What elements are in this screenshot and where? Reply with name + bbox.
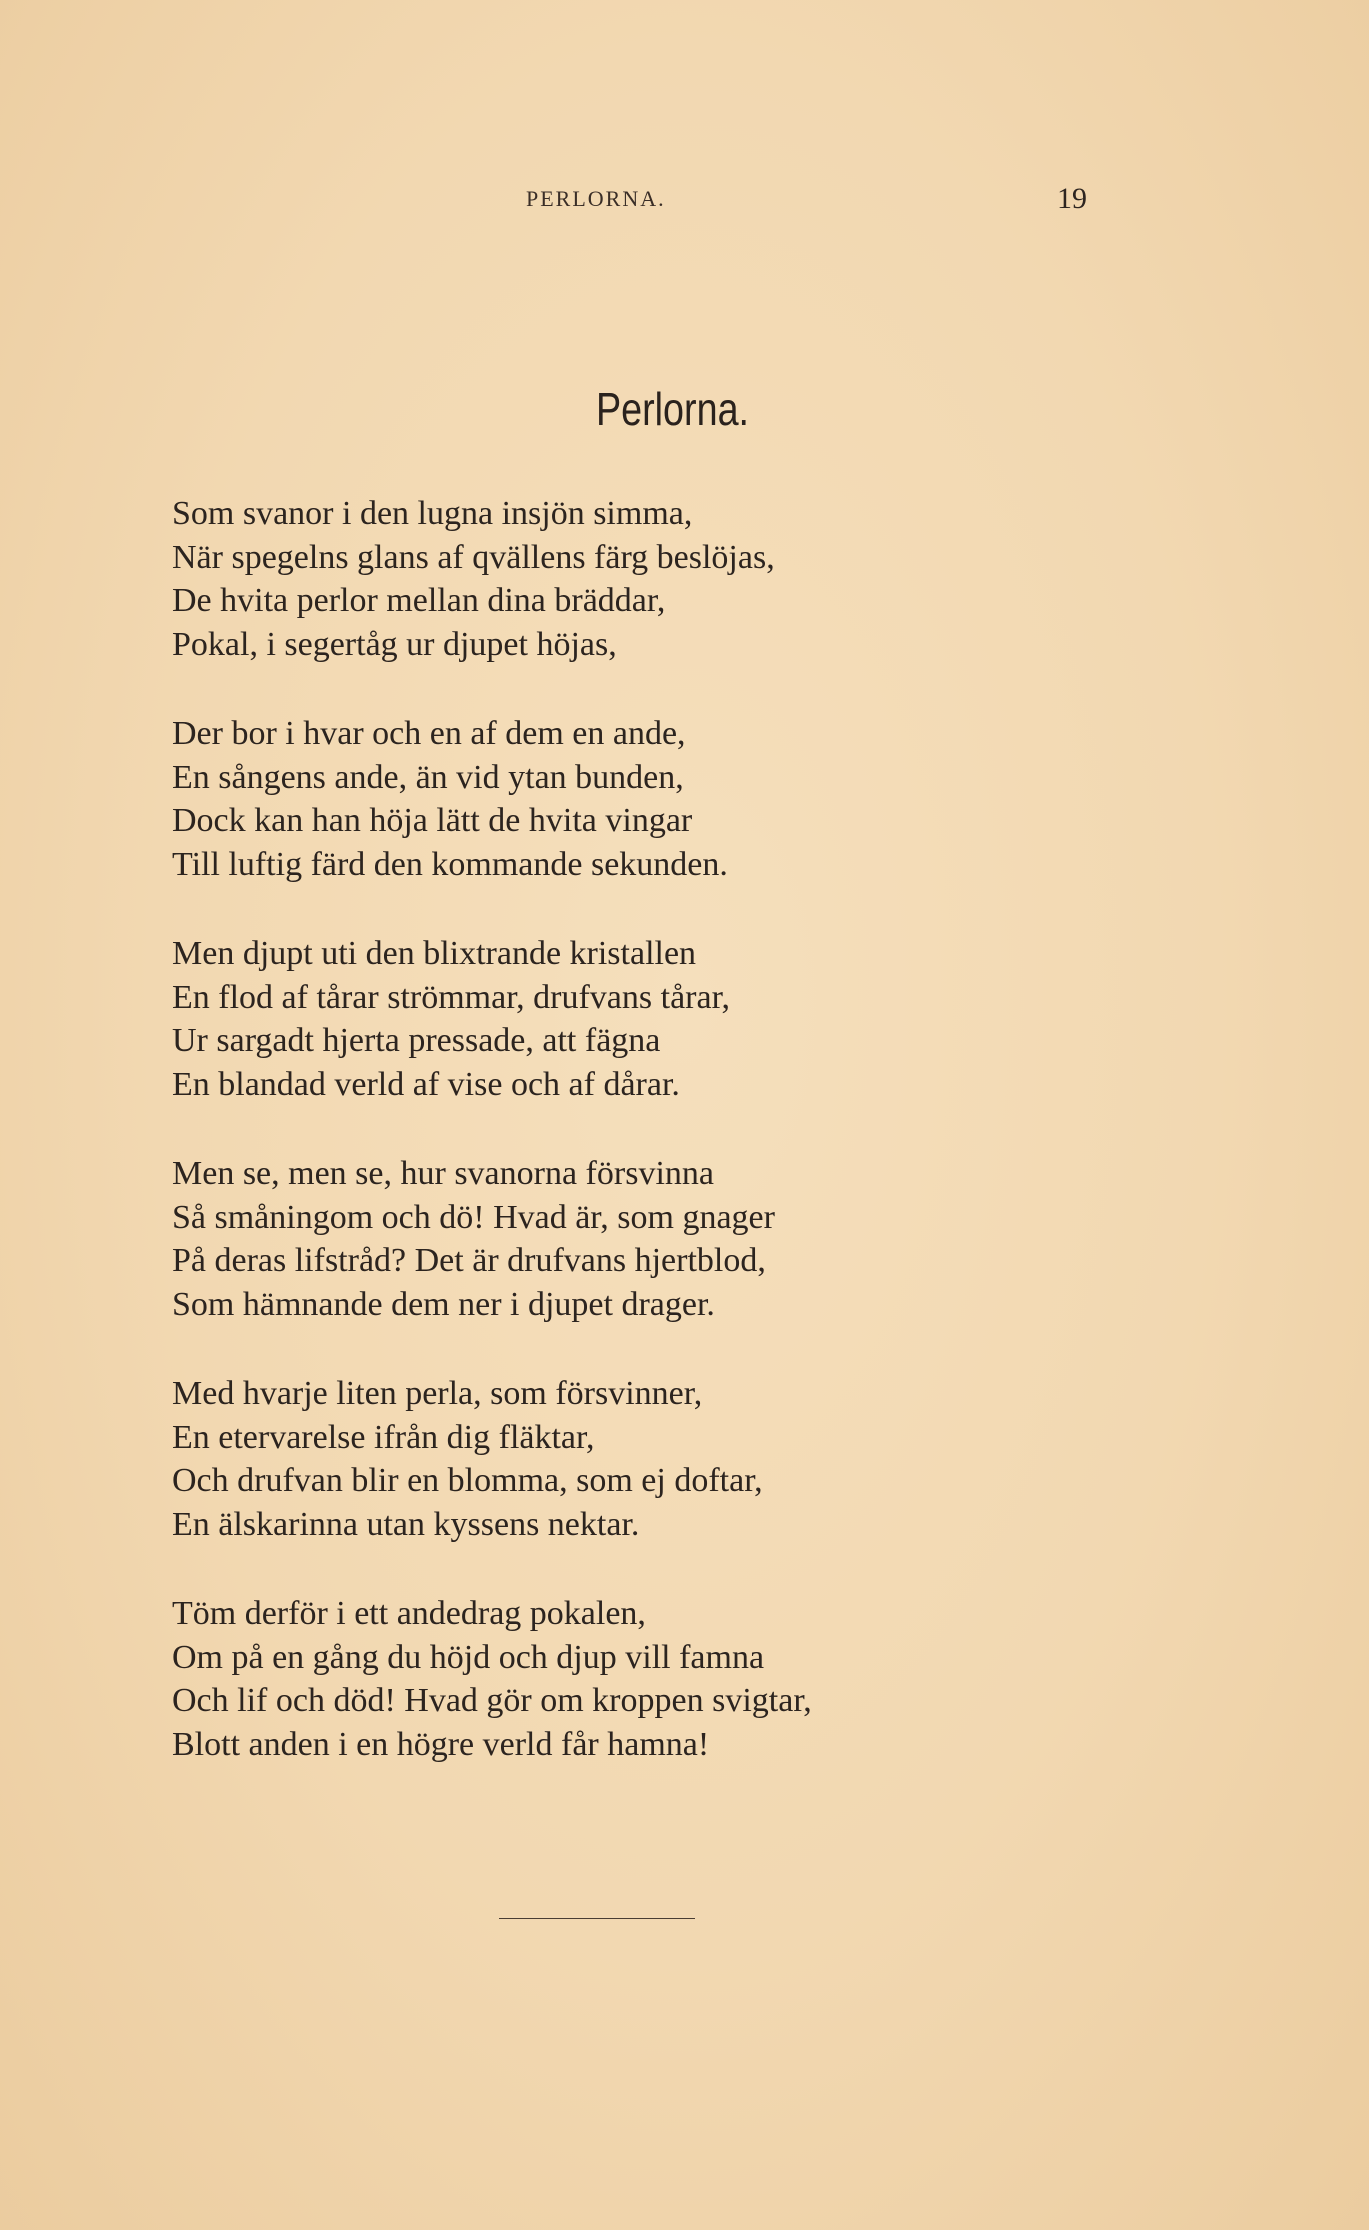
stanza bbox=[172, 492, 1172, 666]
verse-line: Blott anden i en högre verld får hamna! bbox=[172, 1725, 710, 1763]
poem-body bbox=[172, 492, 1172, 1812]
verse-line: Och drufvan blir en blomma, som ej doftar, bbox=[172, 1462, 763, 1499]
verse-line: Men djupt uti den blixtrande kristallen bbox=[172, 935, 697, 972]
poem-title: Perlorna. bbox=[595, 383, 750, 435]
verse-line: När spegelns glans af qvällens färg beslöjas, bbox=[172, 538, 775, 576]
verse-line: Om på en gång du höjd och djup vill famna bbox=[172, 1638, 765, 1676]
verse-line: En blandad verld af vise och af dårar. bbox=[172, 1065, 680, 1103]
verse-line: Töm derför i ett andedrag pokalen, bbox=[172, 1595, 646, 1632]
end-divider-rule bbox=[499, 1918, 695, 1919]
running-title: PERLORNA. bbox=[526, 186, 666, 211]
verse-line: En älskarinna utan kyssens nektar. bbox=[172, 1505, 640, 1543]
verse-line: Till luftig färd den kommande sekunden. bbox=[172, 845, 728, 883]
stanza bbox=[172, 1372, 1172, 1546]
verse-line: Så småningom och dö! Hvad är, som gnager bbox=[172, 1198, 775, 1236]
stanza bbox=[172, 712, 1172, 886]
verse-line: Pokal, i segertåg ur djupet höjas, bbox=[172, 625, 617, 663]
verse-line: En flod af tårar strömmar, drufvans tårar, bbox=[172, 978, 731, 1016]
verse-line: Som svanor i den lugna insjön simma, bbox=[172, 495, 693, 532]
verse-line: En etervarelse ifrån dig fläktar, bbox=[172, 1418, 595, 1456]
stanza bbox=[172, 1592, 1172, 1766]
verse-line: Men se, men se, hur svanorna försvinna bbox=[172, 1155, 714, 1192]
verse-line: Ur sargadt hjerta pressade, att fägna bbox=[172, 1022, 661, 1059]
verse-line: På deras lifstråd? Det är drufvans hjertblod, bbox=[172, 1242, 766, 1279]
running-head bbox=[0, 182, 1369, 226]
page-number: 19 bbox=[1057, 182, 1087, 215]
stanza bbox=[172, 1152, 1172, 1326]
verse-line: Som hämnande dem ner i djupet drager. bbox=[172, 1285, 715, 1323]
verse-line: De hvita perlor mellan dina bräddar, bbox=[172, 582, 666, 619]
verse-line: Der bor i hvar och en af dem en ande, bbox=[172, 715, 686, 752]
verse-line: Med hvarje liten perla, som försvinner, bbox=[172, 1375, 703, 1412]
verse-line: Dock kan han höja lätt de hvita vingar bbox=[172, 802, 693, 839]
verse-line: En sångens ande, än vid ytan bunden, bbox=[172, 758, 684, 796]
verse-line: Och lif och död! Hvad gör om kroppen svigtar, bbox=[172, 1682, 812, 1719]
stanza bbox=[172, 932, 1172, 1106]
